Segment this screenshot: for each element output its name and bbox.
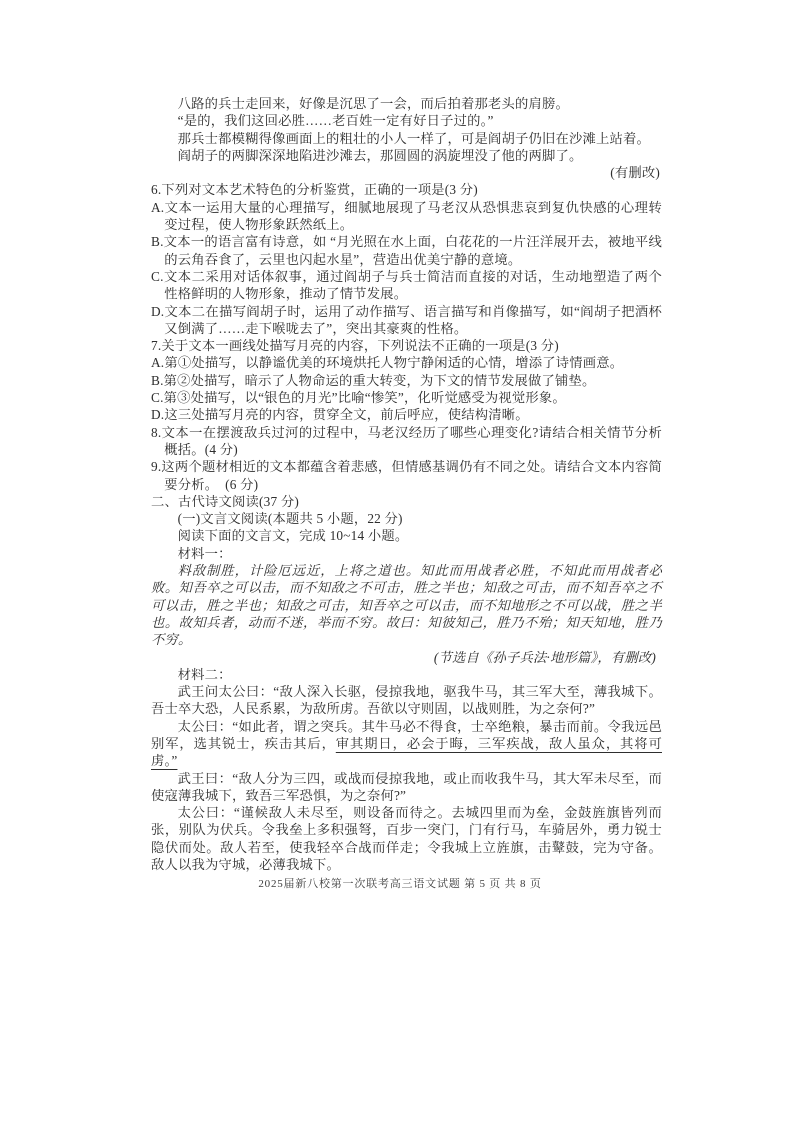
excerpt-line: “是的，我们这回必胜……老百姓一定有好日子过的。” — [177, 113, 494, 129]
page-footer-text: 2025届新八校第一次联考高三语文试题 第 5 页 共 8 页 — [258, 878, 542, 890]
material-2-para-3: 武王曰：“敌人分为三四，或战而侵掠我地，或止而收我牛马，其大军未尽至，而使寇薄我城下，致吾三军恐惧，为之奈何?” — [151, 770, 662, 803]
excerpt-line: 阎胡子的两脚深深地陷进沙滩去，那圆圆的涡旋埋没了他的两脚了。 — [177, 147, 583, 163]
question-7-stem: 7.关于文本一画线处描写月亮的内容，下列说法不正确的一项是(3 分) — [151, 338, 559, 354]
question-8-stem: 8.文本一在摆渡敌兵过河的过程中，马老汉经历了哪些心理变化?请结合相关情节分析概括。(4 分) — [151, 424, 662, 457]
material-2-para-1: 武王问太公曰：“敌人深入长驱，侵掠我地，驱我牛马，其三军大至，薄我城下。吾士卒大恐，人民系累，为敌所虏。吾欲以守则固，以战则胜，为之奈何?” — [151, 684, 662, 717]
section-2-1-subheading: (一)文言文阅读(本题共 5 小题，22 分) — [177, 511, 403, 527]
material-1-source: (节选自《孙子兵法·地形篇》，有删改) — [433, 649, 656, 665]
material-1-text: 料敌制胜，计险厄远近，上将之道也。知此而用战者必胜，不知此而用战者必败。知吾卒之可以击，而不知敌之不可击，胜之半也；知敌之可击，而不知吾卒之不可以击，胜之半也；知敌之可击，知吾卒之可以击，而不知地形之不可以战，胜之半也。故知兵者，动而不迷，举而不穷。故曰：知彼知己，胜乃不殆；知天知地，胜乃不穷。 — [151, 563, 662, 648]
material-2-para-4: 太公曰：“谨候敌人未尽至，则设备而待之。去城四里而为垒，金鼓旌旗皆列而张，别队为伏兵。令我垒上多积强弩，百步一突门，门有行马，车骑居外，勇力锐士隐伏而处。敌人若至，使我轻卒合战而佯走；令我城上立旌旗，击鼙鼓，完为守备。敌人以我为守城，必薄我城下。 — [151, 805, 662, 873]
question-6-option-b: B.文本一的语言富有诗意，如 “月光照在水上面，白花花的一片汪洋展开去，被地平线的云角吞食了，云里也闪起水星”，营造出优美宁静的意境。 — [151, 234, 662, 267]
excerpt-line: 那兵士都模糊得像画面上的粗壮的小人一样了，可是阎胡子仍旧在沙滩上站着。 — [177, 130, 650, 146]
material-1-label: 材料一： — [177, 545, 232, 561]
question-9-stem: 9.这两个题材相近的文本都蕴含着悲感，但情感基调仍有不同之处。请结合文本内容简要分析。 (6 分) — [151, 459, 662, 492]
underlined-passage: 审其期日，必会于晦，三军疾战，敌人虽众，其将可虏。” — [151, 735, 662, 769]
excerpt-line: 八路的兵士走回来，好像是沉思了一会，而后拍着那老头的肩膀。 — [177, 96, 570, 111]
material-2-label: 材料二： — [177, 666, 232, 682]
question-7-option-b: B.第②处描写，暗示了人物命运的重大转变，为下文的情节发展做了铺垫。 — [151, 372, 596, 388]
reading-instruction: 阅读下面的文言文，完成 10~14 小题。 — [177, 528, 409, 544]
question-7-option-d: D.这三处描写月亮的内容，贯穿全文，前后呼应，使结构清晰。 — [151, 407, 529, 423]
material-2-para-2-text: 太公曰：“如此者，谓之突兵。其牛马必不得食，士卒绝粮，暴击而前。令我远邑别军，选其锐士，疾击其后， — [151, 718, 662, 751]
deletion-note: (有删改) — [610, 165, 660, 181]
material-2-para-2 — [151, 718, 662, 770]
question-6-option-a: A.文本一运用大量的心理描写，细腻地展现了马老汉从恐惧悲哀到复仇快感的心理转变过程，使人物形象跃然纸上。 — [151, 199, 662, 233]
section-2-heading: 二、古代诗文阅读(37 分) — [151, 493, 299, 509]
question-6-stem: 6.下列对文本艺术特色的分析鉴赏，正确的一项是(3 分) — [151, 182, 478, 198]
question-7-option-a: A.第①处描写，以静谧优美的环境烘托人物宁静闲适的心情，增添了诗情画意。 — [151, 355, 624, 371]
question-6-option-d: D.文本二在描写阎胡子时，运用了动作描写、语言描写和肖像描写，如“阎胡子把酒杯又倒满了……走下喉咙去了”，突出其豪爽的性格。 — [151, 303, 662, 336]
question-6-option-c: C.文本二采用对话体叙事，通过阎胡子与兵士简洁而直接的对话，生动地塑造了两个性格鲜明的人物形象，推动了情节发展。 — [151, 268, 662, 302]
exam-body — [151, 95, 662, 873]
page-footer — [0, 875, 800, 891]
question-7-option-c: C.第③处描写，以“银色的月光”比喻“惨笑”，化听觉感受为视觉形象。 — [151, 390, 566, 406]
